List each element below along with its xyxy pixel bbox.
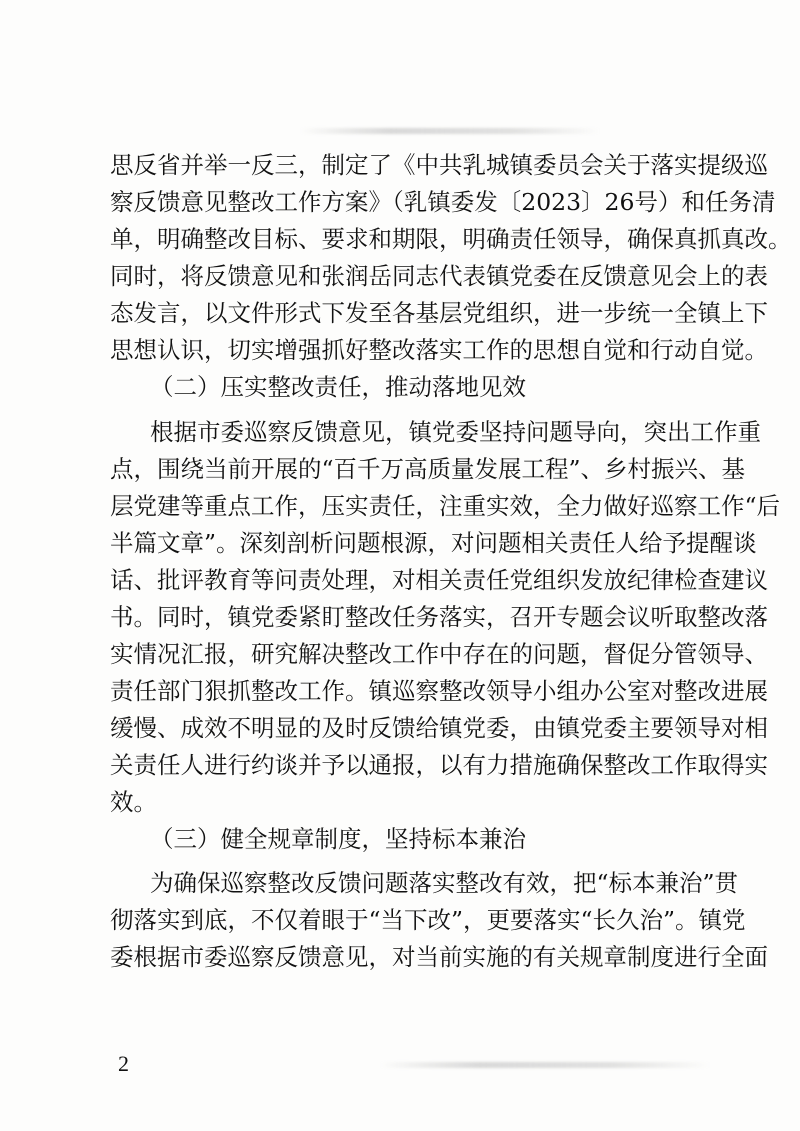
- body-line: 半篇文章”。深刻剖析问题根源，对问题相关责任人给予提醒谈: [110, 529, 757, 557]
- scan-artifact-bottom: [380, 1062, 710, 1068]
- body-line: 关责任人进行约谈并予以通报，以有力措施确保整改工作取得实: [110, 751, 768, 779]
- body-line: 缓慢、成效不明显的及时反馈给镇党委，由镇党委主要领导对相: [110, 714, 768, 742]
- body-line: 点，围绕当前开展的“百千万高质量发展工程”、乡村振兴、基: [110, 455, 746, 483]
- body-line: 实情况汇报，研究解决整改工作中存在的问题，督促分管领导、: [110, 640, 768, 668]
- body-line: 察反馈意见整改工作方案》（乳镇委发〔2023〕26号）和任务清: [110, 188, 776, 216]
- body-line: 彻落实到底，不仅着眼于“当下改”，更要落实“长久治”。镇党: [110, 906, 746, 934]
- body-line: 思反省并举一反三，制定了《中共乳城镇委员会关于落实提级巡: [110, 151, 768, 179]
- body-line: 委根据市委巡察反馈意见，对当前实施的有关规章制度进行全面: [110, 943, 768, 971]
- body-line: 根据市委巡察反馈意见，镇党委坚持问题导向，突出工作重: [150, 418, 761, 446]
- section-heading: （三）健全规章制度，坚持标本兼治: [150, 825, 526, 853]
- body-line: 书。同时，镇党委紧盯整改任务落实，召开专题会议听取整改落: [110, 603, 768, 631]
- body-line: 单，明确整改目标、要求和期限，明确责任领导，确保真抓真改。: [110, 225, 792, 253]
- page-number: 2: [118, 1051, 129, 1076]
- body-line: 思想认识，切实增强抓好整改落实工作的思想自觉和行动自觉。: [110, 336, 768, 364]
- body-line: 为确保巡察整改反馈问题落实整改有效，把“标本兼治”贯: [150, 869, 739, 897]
- section-heading: （二）压实整改责任，推动落地见效: [150, 373, 526, 401]
- scan-artifact-top: [300, 128, 600, 134]
- body-line: 效。: [110, 788, 157, 816]
- body-line: 话、批评教育等问责处理，对相关责任党组织发放纪律检查建议: [110, 566, 768, 594]
- body-line: 责任部门狠抓整改工作。镇巡察整改领导小组办公室对整改进展: [110, 677, 768, 705]
- body-line: 态发言，以文件形式下发至各基层党组织，进一步统一全镇上下: [110, 299, 768, 327]
- body-line: 同时，将反馈意见和张润岳同志代表镇党委在反馈意见会上的表: [110, 262, 768, 290]
- body-line: 层党建等重点工作，压实责任，注重实效，全力做好巡察工作“后: [110, 492, 781, 520]
